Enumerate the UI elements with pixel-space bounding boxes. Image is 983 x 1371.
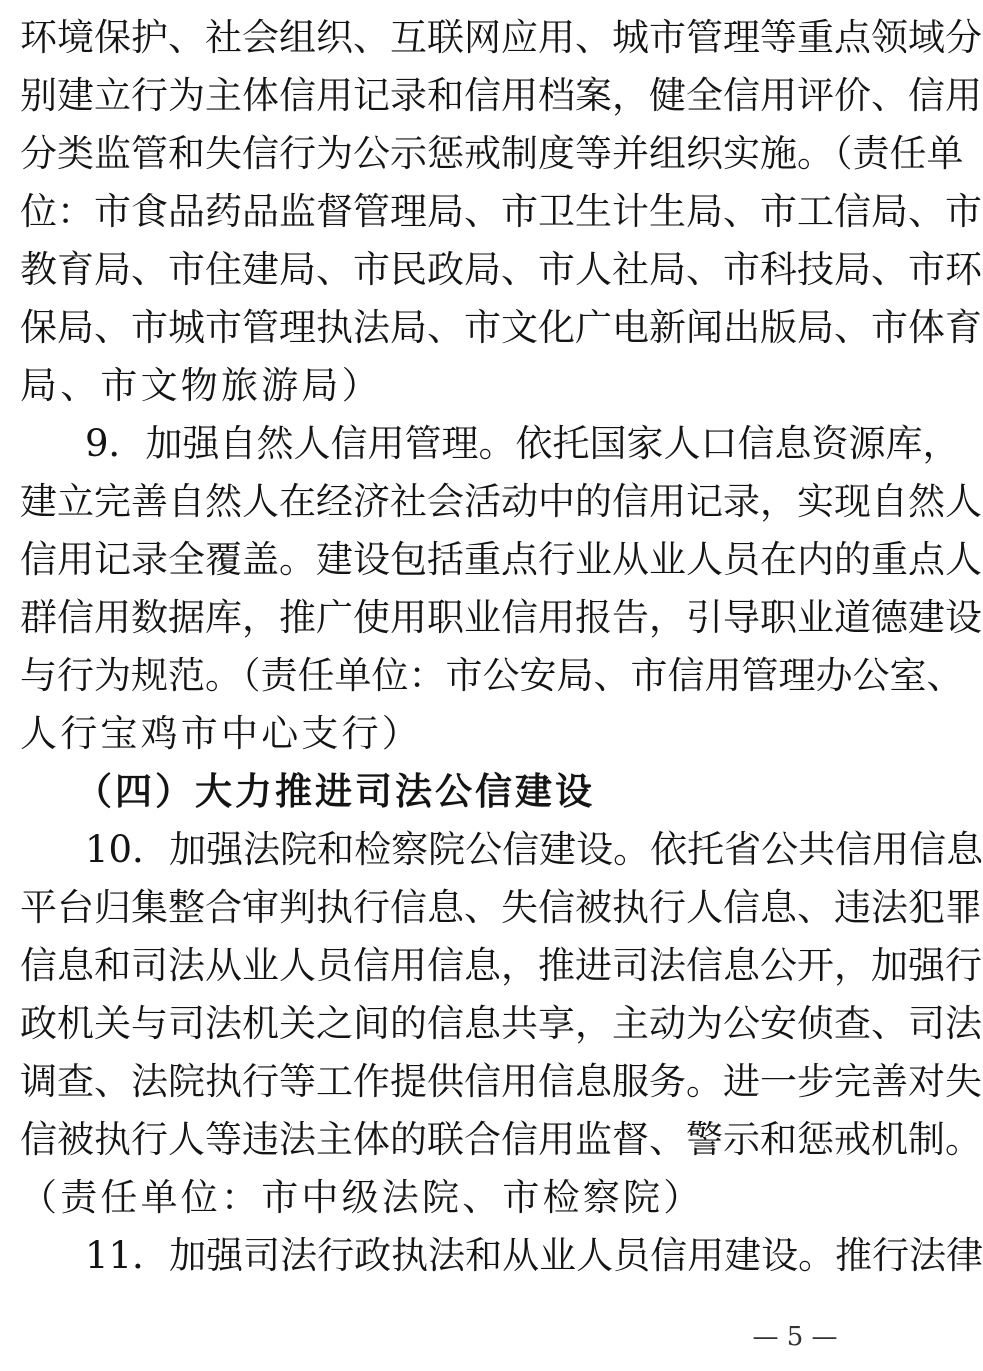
text-line: 调查、法院执行等工作提供信用信息服务。进一步完善对失: [20, 1060, 982, 1103]
text-line: 教育局、市住建局、市民政局、市人社局、市科技局、市环: [20, 248, 982, 291]
text-line: 位：市食品药品监督管理局、市卫生计生局、市工信局、市: [20, 190, 982, 233]
text-line: （责任单位：市中级法院、市检察院）: [20, 1176, 704, 1219]
text-line: 局、市文物旅游局）: [20, 364, 382, 407]
section-heading: （四）大力推进司法公信建设: [75, 770, 595, 813]
text-line: 信息和司法从业人员信用信息，推进司法信息公开，加强行: [20, 944, 982, 987]
page-number: — 5 —: [752, 1322, 838, 1352]
text-line: 与行为规范。（责任单位：市公安局、市信用管理办公室、: [20, 654, 964, 697]
text-line: 建立完善自然人在经济社会活动中的信用记录，实现自然人: [20, 480, 982, 523]
text-line: 环境保护、社会组织、互联网应用、城市管理等重点领域分: [20, 16, 982, 59]
text-line: 信被执行人等违法主体的联合信用监督、警示和惩戒机制。: [20, 1118, 982, 1161]
text-line: 人行宝鸡市中心支行）: [20, 712, 422, 755]
paragraph-heading-11: 11．加强司法行政执法和从业人员信用建设。推行法律: [85, 1234, 983, 1277]
paragraph-heading-9: 9．加强自然人信用管理。依托国家人口信息资源库，: [85, 422, 960, 465]
text-line: 政机关与司法机关之间的信息共享，主动为公安侦查、司法: [20, 1002, 982, 1045]
text-line: 分类监管和失信行为公示惩戒制度等并组织实施。（责任单: [20, 132, 964, 175]
paragraph-heading-10: 10．加强法院和检察院公信建设。依托省公共信用信息: [85, 828, 983, 871]
text-line: 保局、市城市管理执法局、市文化广电新闻出版局、市体育: [20, 306, 982, 349]
text-line: 信用记录全覆盖。建设包括重点行业从业人员在内的重点人: [20, 538, 982, 581]
text-line: 平台归集整合审判执行信息、失信被执行人信息、违法犯罪: [20, 886, 982, 929]
text-line: 别建立行为主体信用记录和信用档案，健全信用评价、信用: [20, 74, 982, 117]
text-line: 群信用数据库，推广使用职业信用报告，引导职业道德建设: [20, 596, 982, 639]
